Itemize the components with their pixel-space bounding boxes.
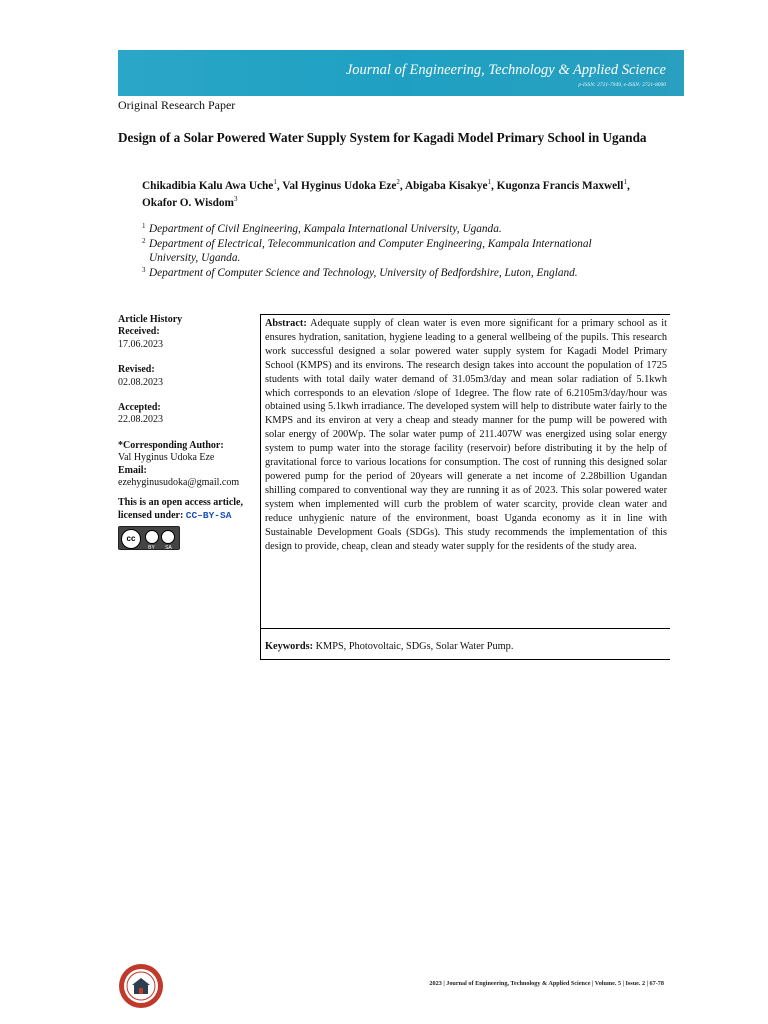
author-name: Kugonza Francis Maxwell [496, 180, 624, 192]
journal-name: Journal of Engineering, Technology & Applied Science [345, 62, 666, 78]
author-name: Abigaba Kisakye [404, 180, 488, 192]
cc-sa-label: SA [165, 545, 172, 552]
paper-title: Design of a Solar Powered Water Supply System for Kagadi Model Primary School in Uganda [118, 130, 647, 145]
corresponding-name: Val Hyginus Udoka Eze [118, 452, 215, 464]
author-name: Val Hyginus Udoka Eze [282, 180, 397, 192]
author-separator: , [276, 180, 283, 192]
paper-type: Original Research Paper [118, 98, 236, 112]
affiliation-text: Department of Computer Science and Technology, University of Bedfordshire, Luton, England. [149, 266, 578, 279]
abstract [265, 317, 667, 553]
accepted-date: 22.08.2023 [118, 414, 163, 426]
revised-date: 02.08.2023 [118, 376, 163, 388]
cc-badge-labels [143, 542, 177, 554]
cc-by-sa-badge[interactable] [118, 526, 180, 550]
article-sidebar [118, 314, 258, 550]
author-affil-index: 1 [273, 178, 277, 187]
author-affil-index: 1 [487, 178, 492, 187]
license-statement [118, 497, 258, 522]
abstract-body: Adequate supply of clean water is even more significant for a primary school as it ensures hydration, sanitation, hygiene leading to a general wellbeing of the pupils. This research work successful designed a solar powered water supply system for Kagadi Model Primary School (KMPS) and its environs. The research design takes into account the population of 1725 students with total daily water demand of 31.05m3/day and mean solar radiation of 5.1kwh which corresponds to an elevation /slope of 1degree. The flow rate of 6.2105m3/day/hour was obtained using 5.1kwh irradiance. The developed system will help to distribute water fairly to the KMPS and its environ at very a cheap and steady manner for the pump will be powered with solar energy of 200Wp. The solar water pump of 211.407W was energized using solar energy system to pump water into the storage facility (reservoir) before distributing it by the help of gravitational force to various locations for consumption. The cost of running this designed solar powered pump for the period of 20years will generate a net income of 2.28billion Ugandan shilling compared to conventional way they are running it as of 2023. This solar powered water system when implemented will curb the problem of water scarcity, provide clean water and reduce unhygienic nature of the environment, boast Uganda economy as it in line with Sustainable Development Goals (SDGs). This study recommends the implementation of this design to provide, cheap, clean and steady water supply for the residents of the study area. [265, 318, 667, 552]
cc-icon: cc [121, 529, 141, 549]
received-date: 17.06.2023 [118, 338, 163, 350]
journal-issn: p-ISSN: 2721-7949, e-ISSN: 2721-8090 [578, 82, 666, 88]
affiliation-item: 1 Department of Civil Engineering, Kampala International University, Uganda. [142, 222, 612, 237]
author-separator: , [491, 180, 497, 192]
author-list [142, 178, 657, 212]
logo-door [139, 988, 143, 994]
author-name: Okafor O. Wisdom [142, 197, 234, 209]
university-logo-icon [118, 963, 164, 1009]
author-separator: , [626, 180, 630, 192]
author-affil-index: 1 [623, 178, 627, 187]
history-heading: Article History [118, 314, 183, 325]
corresponding-label: *Corresponding Author: [118, 439, 224, 451]
journal-banner [118, 50, 684, 96]
affiliation-item: 2 Department of Electrical, Telecommunication and Computer Engineering, Kampala International University, Uganda. [142, 237, 612, 266]
received-label: Received: [118, 326, 160, 338]
corresponding-email[interactable]: ezehyginusudoka@gmail.com [118, 477, 240, 489]
license-link[interactable]: CC–BY-SA [185, 509, 232, 521]
keywords-top-rule [260, 628, 670, 629]
abstract-label: Abstract: [265, 318, 307, 329]
author-affil-index: 2 [396, 178, 400, 187]
keywords-bottom-rule [260, 659, 670, 660]
accepted-label: Accepted: [118, 402, 161, 414]
keywords-list: KMPS, Photovoltaic, SDGs, Solar Water Pump. [313, 641, 514, 652]
keywords-label: Keywords: [265, 641, 314, 652]
author-affil-index: 3 [233, 195, 238, 204]
affiliation-text: Department of Electrical, Telecommunication and Computer Engineering, Kampala International University, Uganda. [149, 237, 592, 265]
author-name: Chikadibia Kalu Awa Uche [142, 180, 274, 192]
revised-label: Revised: [118, 364, 155, 376]
affiliation-text: Department of Civil Engineering, Kampala International University, Uganda. [149, 223, 502, 235]
cc-by-label: BY [148, 545, 155, 552]
keywords [265, 641, 665, 652]
email-label: Email: [118, 464, 147, 476]
abstract-top-rule [260, 314, 670, 315]
license-text: This is an open access article, licensed under: [118, 497, 243, 521]
affiliation-item: 3 Department of Computer Science and Technology, University of Bedfordshire, Luton, England. [142, 266, 612, 281]
page-footer: 2023 | Journal of Engineering, Technology & Applied Science | Volume. 5 | Issue. 2 | 67-78 [429, 980, 664, 987]
affiliation-list [142, 222, 612, 280]
author-separator: , [399, 180, 405, 192]
